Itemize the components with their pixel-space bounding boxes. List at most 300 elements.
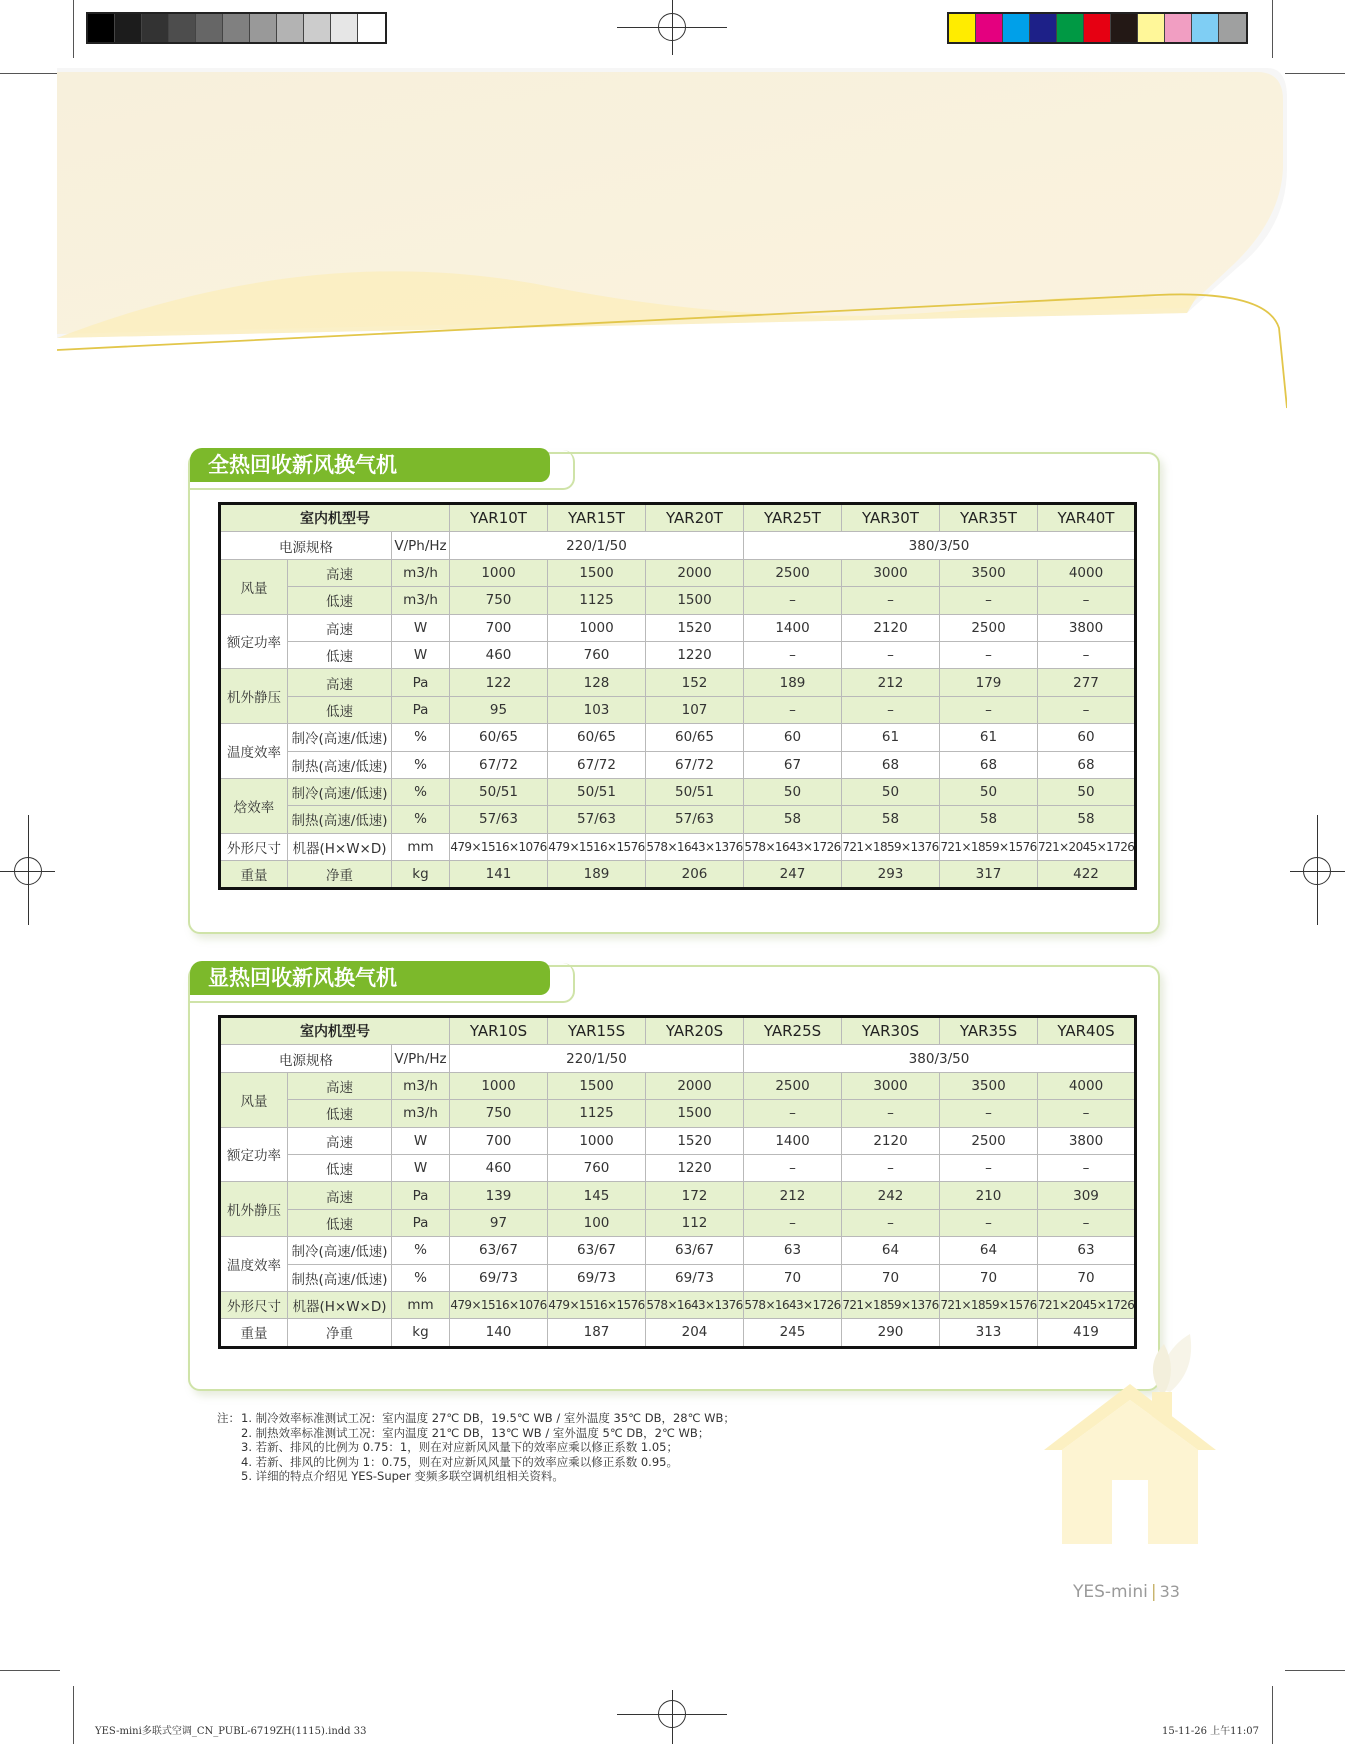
row-unit: % — [392, 1264, 450, 1291]
note-line: 3. 若新、排风的比例为 0.75：1，则在对应新风风量下的效率应乘以修正系数 1.05； — [241, 1440, 678, 1454]
table-row — [220, 1319, 1136, 1347]
table-row — [220, 1209, 1136, 1236]
value-cell: 277 — [1038, 669, 1136, 696]
table-row — [220, 833, 1136, 860]
table-row — [220, 806, 1136, 833]
row-sub-label: 高速 — [288, 559, 392, 586]
value-cell: 2120 — [842, 614, 940, 641]
value-cell: 172 — [646, 1182, 744, 1209]
row-sub-label: 制热(高速/低速) — [288, 751, 392, 778]
table-row — [220, 1154, 1136, 1181]
value-cell: – — [1038, 1154, 1136, 1181]
gray-swatch — [196, 14, 223, 42]
value-cell: 210 — [940, 1182, 1038, 1209]
power-value: 380/3/50 — [744, 1045, 1136, 1072]
row-sub-label: 净重 — [288, 861, 392, 889]
row-group-label: 机外静压 — [220, 669, 288, 724]
row-sub-label: 高速 — [288, 669, 392, 696]
value-cell: – — [1038, 696, 1136, 723]
row-sub-label: 高速 — [288, 1182, 392, 1209]
row-unit: mm — [392, 833, 450, 860]
table-row — [220, 1045, 1136, 1072]
value-cell: 700 — [450, 1127, 548, 1154]
row-unit: W — [392, 641, 450, 668]
row-sub-label: 制冷(高速/低速) — [288, 778, 392, 805]
value-cell: 721×1859×1576 — [940, 1291, 1038, 1318]
row-group-label: 温度效率 — [220, 1237, 288, 1292]
value-cell: 760 — [548, 1154, 646, 1181]
table-row — [220, 641, 1136, 668]
row-sub-label: 低速 — [288, 641, 392, 668]
table-row — [220, 1237, 1136, 1264]
value-cell: 63/67 — [646, 1237, 744, 1264]
value-cell: 100 — [548, 1209, 646, 1236]
value-cell: 3000 — [842, 1072, 940, 1099]
model-header: YAR35T — [940, 504, 1038, 532]
value-cell: 212 — [744, 1182, 842, 1209]
process-swatch — [1084, 14, 1111, 42]
table-row — [220, 1100, 1136, 1127]
table-row — [220, 532, 1136, 559]
value-cell: 139 — [450, 1182, 548, 1209]
table-row — [220, 614, 1136, 641]
row-unit: Pa — [392, 669, 450, 696]
process-swatch — [1138, 14, 1165, 42]
value-cell: 63/67 — [450, 1237, 548, 1264]
row-unit: % — [392, 778, 450, 805]
row-unit: Pa — [392, 696, 450, 723]
table-row — [220, 1182, 1136, 1209]
value-cell: 61 — [940, 724, 1038, 751]
value-cell: 3000 — [842, 559, 940, 586]
header-label: 室内机型号 — [220, 504, 450, 532]
value-cell: 69/73 — [548, 1264, 646, 1291]
model-header: YAR10T — [450, 504, 548, 532]
value-cell: 58 — [744, 806, 842, 833]
model-header: YAR30T — [842, 504, 940, 532]
row-unit: W — [392, 1154, 450, 1181]
value-cell: 60/65 — [450, 724, 548, 751]
value-cell: 1400 — [744, 1127, 842, 1154]
power-value: 380/3/50 — [744, 532, 1136, 559]
value-cell: 50/51 — [450, 778, 548, 805]
value-cell: 70 — [940, 1264, 1038, 1291]
value-cell: 112 — [646, 1209, 744, 1236]
value-cell: 2000 — [646, 559, 744, 586]
value-cell: 68 — [940, 751, 1038, 778]
process-swatch — [976, 14, 1003, 42]
value-cell: 204 — [646, 1319, 744, 1347]
note-line: 2. 制热效率标准测试工况：室内温度 21℃ DB，13℃ WB / 室外温度 5℃ DB，2℃ WB； — [241, 1425, 710, 1440]
process-swatch — [1219, 14, 1246, 42]
row-unit: % — [392, 751, 450, 778]
value-cell: – — [842, 587, 940, 614]
value-cell: 67/72 — [646, 751, 744, 778]
print-slug-filename: YES-mini多联式空调_CN_PUBL-6719ZH(1115).indd 33 — [95, 1726, 367, 1737]
model-header: YAR10S — [450, 1017, 548, 1045]
table-row — [220, 587, 1136, 614]
value-cell: 4000 — [1038, 559, 1136, 586]
value-cell: – — [940, 1100, 1038, 1127]
value-cell: – — [744, 641, 842, 668]
value-cell: 1125 — [548, 1100, 646, 1127]
value-cell: 3800 — [1038, 1127, 1136, 1154]
gray-swatch — [358, 14, 385, 42]
row-unit: m3/h — [392, 1072, 450, 1099]
row-group-label: 额定功率 — [220, 1127, 288, 1182]
value-cell: 3800 — [1038, 614, 1136, 641]
value-cell: 290 — [842, 1319, 940, 1347]
value-cell: 50 — [842, 778, 940, 805]
header-decoration — [57, 58, 1287, 418]
table-header-row — [220, 1017, 1136, 1045]
row-sub-label: 净重 — [288, 1319, 392, 1347]
value-cell: 721×1859×1376 — [842, 833, 940, 860]
table-row — [220, 696, 1136, 723]
row-unit: kg — [392, 861, 450, 889]
value-cell: 69/73 — [450, 1264, 548, 1291]
value-cell: – — [1038, 1209, 1136, 1236]
model-header: YAR40T — [1038, 504, 1136, 532]
value-cell: 1520 — [646, 1127, 744, 1154]
value-cell: 4000 — [1038, 1072, 1136, 1099]
notes-prefix: 注： — [217, 1411, 240, 1425]
value-cell: 2120 — [842, 1127, 940, 1154]
gray-swatch — [169, 14, 196, 42]
model-header: YAR20T — [646, 504, 744, 532]
print-slug-timestamp: 15-11-26 上午11:07 — [1162, 1726, 1259, 1737]
value-cell: 103 — [548, 696, 646, 723]
row-sub-label: 低速 — [288, 1100, 392, 1127]
table-row — [220, 669, 1136, 696]
value-cell: 1500 — [548, 559, 646, 586]
value-cell: – — [940, 1209, 1038, 1236]
row-unit: W — [392, 614, 450, 641]
gray-swatch — [88, 14, 115, 42]
value-cell: – — [842, 641, 940, 668]
header-label: 室内机型号 — [220, 1017, 450, 1045]
model-header: YAR15T — [548, 504, 646, 532]
value-cell: 293 — [842, 861, 940, 889]
row-sub-label: 高速 — [288, 1072, 392, 1099]
value-cell: 58 — [940, 806, 1038, 833]
gray-swatch — [277, 14, 304, 42]
power-value: 220/1/50 — [450, 532, 744, 559]
row-group-label: 额定功率 — [220, 614, 288, 669]
row-sub-label: 机器(H×W×D) — [288, 833, 392, 860]
gray-swatch — [115, 14, 142, 42]
gray-swatch — [223, 14, 250, 42]
value-cell: 245 — [744, 1319, 842, 1347]
row-group-label: 温度效率 — [220, 724, 288, 779]
value-cell: 97 — [450, 1209, 548, 1236]
brand-name: YES-mini — [1073, 1582, 1148, 1602]
value-cell: 1400 — [744, 614, 842, 641]
value-cell: 460 — [450, 641, 548, 668]
model-header: YAR40S — [1038, 1017, 1136, 1045]
value-cell: – — [940, 1154, 1038, 1181]
value-cell: 189 — [548, 861, 646, 889]
value-cell: – — [842, 1100, 940, 1127]
footer-separator: | — [1150, 1582, 1157, 1602]
value-cell: 1500 — [548, 1072, 646, 1099]
value-cell: 50 — [940, 778, 1038, 805]
house-leaf-decoration — [1040, 1330, 1220, 1550]
value-cell: 1220 — [646, 641, 744, 668]
value-cell: 61 — [842, 724, 940, 751]
value-cell: 242 — [842, 1182, 940, 1209]
table-row — [220, 1291, 1136, 1318]
value-cell: 309 — [1038, 1182, 1136, 1209]
row-group-label: 风量 — [220, 1072, 288, 1127]
row-sub-label: 低速 — [288, 587, 392, 614]
value-cell: 721×2045×1726 — [1038, 833, 1136, 860]
value-cell: 206 — [646, 861, 744, 889]
table-row — [220, 559, 1136, 586]
footnotes — [217, 1411, 735, 1484]
row-group-label: 机外静压 — [220, 1182, 288, 1237]
model-header: YAR15S — [548, 1017, 646, 1045]
row-unit: Pa — [392, 1182, 450, 1209]
value-cell: 60 — [1038, 724, 1136, 751]
process-swatch — [1003, 14, 1030, 42]
row-sub-label: 制冷(高速/低速) — [288, 724, 392, 751]
power-value: 220/1/50 — [450, 1045, 744, 1072]
table-row — [220, 751, 1136, 778]
value-cell: 1125 — [548, 587, 646, 614]
value-cell: 50/51 — [548, 778, 646, 805]
value-cell: 50 — [744, 778, 842, 805]
model-header: YAR25S — [744, 1017, 842, 1045]
table-header-row — [220, 504, 1136, 532]
table-row — [220, 861, 1136, 889]
page-footer — [1073, 1582, 1180, 1602]
value-cell: – — [744, 1154, 842, 1181]
row-unit: mm — [392, 1291, 450, 1318]
value-cell: 63 — [1038, 1237, 1136, 1264]
value-cell: 68 — [1038, 751, 1136, 778]
value-cell: 2500 — [940, 614, 1038, 641]
value-cell: 70 — [744, 1264, 842, 1291]
value-cell: 63 — [744, 1237, 842, 1264]
power-unit: V/Ph/Hz — [392, 1045, 450, 1072]
value-cell: 95 — [450, 696, 548, 723]
process-swatch — [1192, 14, 1219, 42]
value-cell: 58 — [842, 806, 940, 833]
value-cell: – — [940, 641, 1038, 668]
value-cell: 479×1516×1576 — [548, 1291, 646, 1318]
value-cell: – — [940, 587, 1038, 614]
value-cell: 578×1643×1376 — [646, 833, 744, 860]
row-sub-label: 低速 — [288, 1209, 392, 1236]
note-line: 5. 详细的特点介绍见 YES-Super 变频多联空调机组相关资料。 — [241, 1469, 564, 1483]
sensible-heat-recovery-panel — [188, 965, 1160, 1391]
value-cell: 479×1516×1576 — [548, 833, 646, 860]
value-cell: 152 — [646, 669, 744, 696]
value-cell: 212 — [842, 669, 940, 696]
value-cell: 145 — [548, 1182, 646, 1209]
value-cell: 700 — [450, 614, 548, 641]
value-cell: 2500 — [940, 1127, 1038, 1154]
value-cell: 721×1859×1376 — [842, 1291, 940, 1318]
value-cell: – — [744, 1100, 842, 1127]
value-cell: 1000 — [450, 1072, 548, 1099]
power-label: 电源规格 — [220, 1045, 392, 1072]
value-cell: – — [940, 696, 1038, 723]
value-cell: 419 — [1038, 1319, 1136, 1347]
value-cell: 247 — [744, 861, 842, 889]
row-sub-label: 高速 — [288, 1127, 392, 1154]
process-swatch — [949, 14, 976, 42]
power-unit: V/Ph/Hz — [392, 532, 450, 559]
value-cell: 50/51 — [646, 778, 744, 805]
page-number: 33 — [1159, 1582, 1180, 1601]
value-cell: – — [744, 696, 842, 723]
value-cell: 70 — [1038, 1264, 1136, 1291]
value-cell: 760 — [548, 641, 646, 668]
model-header: YAR30S — [842, 1017, 940, 1045]
value-cell: 422 — [1038, 861, 1136, 889]
grayscale-color-bar — [86, 12, 387, 44]
process-color-bar — [947, 12, 1248, 44]
gray-swatch — [250, 14, 277, 42]
spec-table-sensible-heat — [218, 1015, 1137, 1349]
row-unit: m3/h — [392, 1100, 450, 1127]
process-swatch — [1165, 14, 1192, 42]
row-sub-label: 制冷(高速/低速) — [288, 1237, 392, 1264]
gray-swatch — [331, 14, 358, 42]
process-swatch — [1057, 14, 1084, 42]
row-group-label: 外形尺寸 — [220, 1291, 288, 1318]
value-cell: – — [842, 1209, 940, 1236]
value-cell: 750 — [450, 1100, 548, 1127]
row-sub-label: 机器(H×W×D) — [288, 1291, 392, 1318]
section-title: 全热回收新风换气机 — [190, 448, 550, 482]
value-cell: 141 — [450, 861, 548, 889]
value-cell: 721×2045×1726 — [1038, 1291, 1136, 1318]
value-cell: 67/72 — [548, 751, 646, 778]
value-cell: 479×1516×1076 — [450, 833, 548, 860]
value-cell: 3500 — [940, 559, 1038, 586]
value-cell: 2000 — [646, 1072, 744, 1099]
row-unit: kg — [392, 1319, 450, 1347]
row-sub-label: 制热(高速/低速) — [288, 1264, 392, 1291]
value-cell: 57/63 — [548, 806, 646, 833]
process-swatch — [1111, 14, 1138, 42]
value-cell: – — [744, 587, 842, 614]
table-row — [220, 1072, 1136, 1099]
value-cell: 1000 — [548, 1127, 646, 1154]
model-header: YAR35S — [940, 1017, 1038, 1045]
value-cell: 70 — [842, 1264, 940, 1291]
value-cell: 317 — [940, 861, 1038, 889]
gray-swatch — [304, 14, 331, 42]
row-group-label: 风量 — [220, 559, 288, 614]
value-cell: 67/72 — [450, 751, 548, 778]
row-sub-label: 高速 — [288, 614, 392, 641]
value-cell: – — [842, 1154, 940, 1181]
value-cell: 64 — [940, 1237, 1038, 1264]
value-cell: 64 — [842, 1237, 940, 1264]
value-cell: 60/65 — [646, 724, 744, 751]
gray-swatch — [142, 14, 169, 42]
row-group-label: 外形尺寸 — [220, 833, 288, 860]
value-cell: 721×1859×1576 — [940, 833, 1038, 860]
value-cell: 3500 — [940, 1072, 1038, 1099]
value-cell: 479×1516×1076 — [450, 1291, 548, 1318]
value-cell: 107 — [646, 696, 744, 723]
value-cell: 122 — [450, 669, 548, 696]
value-cell: 1000 — [450, 559, 548, 586]
value-cell: 460 — [450, 1154, 548, 1181]
value-cell: 50 — [1038, 778, 1136, 805]
row-group-label: 重量 — [220, 1319, 288, 1347]
value-cell: 1220 — [646, 1154, 744, 1181]
value-cell: 140 — [450, 1319, 548, 1347]
model-header: YAR20S — [646, 1017, 744, 1045]
value-cell: 750 — [450, 587, 548, 614]
value-cell: 1500 — [646, 587, 744, 614]
value-cell: 189 — [744, 669, 842, 696]
spec-table-total-heat — [218, 502, 1137, 890]
section-title: 显热回收新风换气机 — [190, 961, 550, 995]
row-sub-label: 低速 — [288, 1154, 392, 1181]
value-cell: – — [1038, 587, 1136, 614]
row-sub-label: 制热(高速/低速) — [288, 806, 392, 833]
note-line: 4. 若新、排风的比例为 1：0.75，则在对应新风风量下的效率应乘以修正系数 0.95。 — [241, 1454, 678, 1469]
row-unit: m3/h — [392, 587, 450, 614]
value-cell: 179 — [940, 669, 1038, 696]
value-cell: 578×1643×1726 — [744, 833, 842, 860]
row-unit: % — [392, 806, 450, 833]
process-swatch — [1030, 14, 1057, 42]
value-cell: 67 — [744, 751, 842, 778]
value-cell: 578×1643×1376 — [646, 1291, 744, 1318]
value-cell: 313 — [940, 1319, 1038, 1347]
value-cell: – — [842, 696, 940, 723]
value-cell: 187 — [548, 1319, 646, 1347]
value-cell: 1500 — [646, 1100, 744, 1127]
power-label: 电源规格 — [220, 532, 392, 559]
row-sub-label: 低速 — [288, 696, 392, 723]
table-row — [220, 778, 1136, 805]
value-cell: 63/67 — [548, 1237, 646, 1264]
total-heat-recovery-panel — [188, 452, 1160, 934]
table-row — [220, 1127, 1136, 1154]
row-unit: m3/h — [392, 559, 450, 586]
row-group-label: 重量 — [220, 861, 288, 889]
value-cell: 60/65 — [548, 724, 646, 751]
value-cell: – — [744, 1209, 842, 1236]
row-group-label: 焓效率 — [220, 778, 288, 833]
value-cell: 68 — [842, 751, 940, 778]
table-row — [220, 724, 1136, 751]
row-unit: Pa — [392, 1209, 450, 1236]
value-cell: – — [1038, 1100, 1136, 1127]
row-unit: % — [392, 1237, 450, 1264]
value-cell: 69/73 — [646, 1264, 744, 1291]
value-cell: 58 — [1038, 806, 1136, 833]
value-cell: 128 — [548, 669, 646, 696]
value-cell: 57/63 — [450, 806, 548, 833]
value-cell: 2500 — [744, 559, 842, 586]
value-cell: 578×1643×1726 — [744, 1291, 842, 1318]
note-line: 1. 制冷效率标准测试工况：室内温度 27℃ DB，19.5℃ WB / 室外温度 35℃ DB，28℃ WB； — [241, 1411, 735, 1425]
value-cell: 1000 — [548, 614, 646, 641]
row-unit: W — [392, 1127, 450, 1154]
value-cell: 1520 — [646, 614, 744, 641]
table-row — [220, 1264, 1136, 1291]
